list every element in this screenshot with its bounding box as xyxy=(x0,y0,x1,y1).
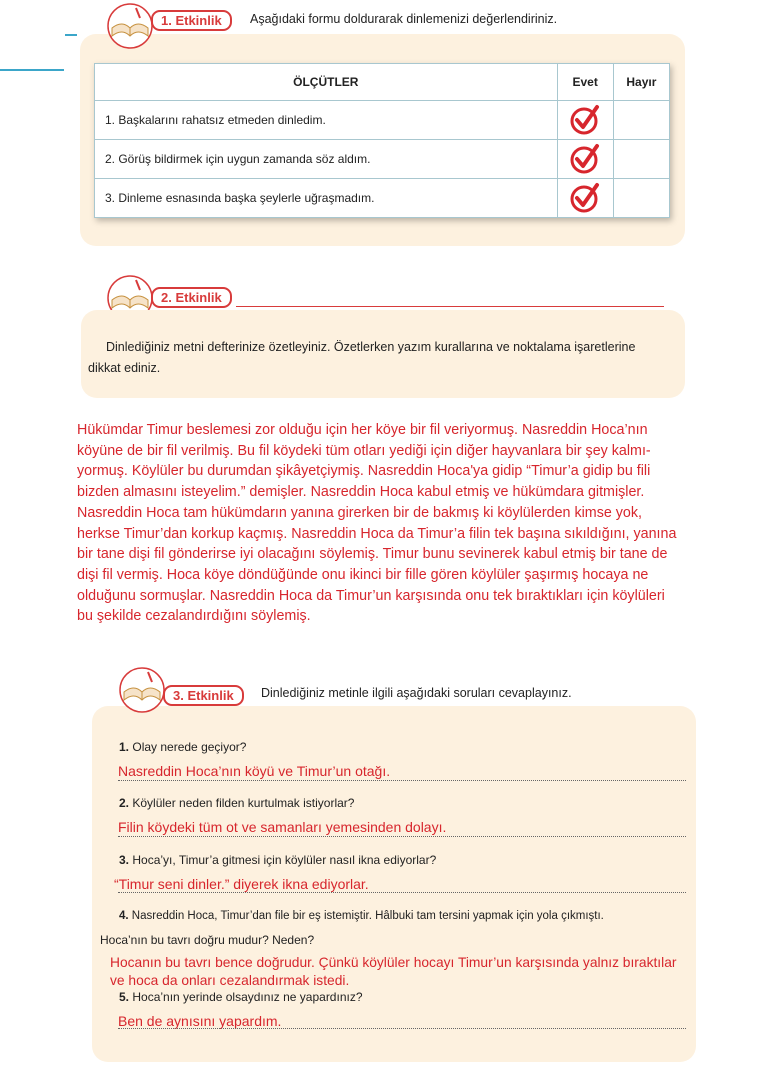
answer-4-line2[interactable]: ve hoca da onları cezalandırmak istedi. xyxy=(110,973,350,988)
question-3 xyxy=(119,853,436,867)
summary-line: bu şekilde cezalandırdığını söylemiş. xyxy=(77,608,311,625)
question-number: 4. xyxy=(119,910,129,922)
answer-line xyxy=(118,1028,686,1029)
question-1 xyxy=(119,740,246,754)
open-book-icon xyxy=(112,664,170,714)
question-2 xyxy=(119,796,354,810)
answer-2[interactable]: Filin köydeki tüm ot ve samanları yemesinden dolayı. xyxy=(118,819,447,835)
summary-line: Nasreddin Hoca tam hükümdarın yanına girerken bir de bakmış ki köylülerden kimse yok, xyxy=(77,504,642,521)
answer-line xyxy=(118,836,686,837)
evet-cell[interactable] xyxy=(557,101,613,140)
activity2-badge: 2. Etkinlik xyxy=(151,287,232,308)
hayir-cell[interactable] xyxy=(613,101,669,140)
summary-line: bizden almasını isteyelim.” demişler. Nasreddin Hoca kabul etmiş ve hükümdara gitmişler. xyxy=(77,484,645,501)
summary-line: yormuş. Köylüler bu durumdan şikâyetçiymiş. Nasreddin Hoca'ya gidip “Timur’a gidip bu fili xyxy=(77,463,651,480)
margin-mark xyxy=(0,69,64,71)
question-number: 2. xyxy=(119,796,130,810)
answer-line xyxy=(118,892,686,893)
margin-mark-top xyxy=(65,34,77,36)
answer-3[interactable]: “Timur seni dinler.” diyerek ikna ediyorlar. xyxy=(114,876,369,892)
answer-line xyxy=(118,780,686,781)
question-text: Nasreddin Hoca, Timur’dan file bir eş istemiştir. Hâlbuki tam tersini yapmak için yola çıkmıştı. xyxy=(131,910,604,922)
criterion-cell: 1. Başkalarını rahatsız etmeden dinledim. xyxy=(95,101,558,140)
hayir-cell[interactable] xyxy=(613,140,669,179)
question-number: 1. xyxy=(119,740,130,754)
question-text: Köylüler neden filden kurtulmak istiyorlar? xyxy=(132,796,355,810)
header-criteria: ÖLÇÜTLER xyxy=(95,64,558,101)
instruction-line: dikkat ediniz. xyxy=(88,361,161,375)
criteria-table xyxy=(94,63,670,218)
hayir-cell[interactable] xyxy=(613,179,669,218)
answer-1[interactable]: Nasreddin Hoca’nın köyü ve Timur’un otağı. xyxy=(118,763,391,779)
activity3-instruction: Dinlediğiniz metinle ilgili aşağıdaki soruları cevaplayınız. xyxy=(261,686,572,700)
answer-4[interactable]: Hocanın bu tavrı bence doğrudur. Çünkü köylüler hocayı Timur’un karşısında yalnız bıraktılar xyxy=(110,955,677,970)
activity3-badge: 3. Etkinlik xyxy=(163,685,244,706)
table-row xyxy=(95,179,670,218)
header-evet: Evet xyxy=(557,64,613,101)
open-book-icon xyxy=(100,0,158,50)
checkmark-icon xyxy=(568,103,602,137)
summary-line: Hükümdar Timur beslemesi zor olduğu için her köye bir fil veriyormuş. Nasreddin Hoca’nın xyxy=(77,422,648,438)
summary-line: dişi fil vermiş. Hoca köye döndüğünde onu ikinci bir fille gören köylüler şaşırmış hocaya ne xyxy=(77,566,649,583)
question-4-line2: Hoca’nın bu tavrı doğru mudur? Neden? xyxy=(100,933,315,947)
activity1-badge: 1. Etkinlik xyxy=(151,10,232,31)
summary-answer xyxy=(77,420,767,627)
question-number: 3. xyxy=(119,853,130,867)
answer-5[interactable]: Ben de aynısını yapardım. xyxy=(118,1013,282,1029)
instruction-line: Dinlediğiniz metni defterinize özetleyiniz. Özetlerken yazım kurallarına ve noktalama işaretlerine xyxy=(106,340,636,354)
question-text: Olay nerede geçiyor? xyxy=(132,740,247,754)
question-text: Hoca’yı, Timur’a gitmesi için köylüler nasıl ikna ediyorlar? xyxy=(132,853,437,867)
evet-cell[interactable] xyxy=(557,179,613,218)
criterion-cell: 2. Görüş bildirmek için uygun zamanda söz aldım. xyxy=(95,140,558,179)
summary-line: herkse Timur’dan korkup kaçmış. Nasreddin Hoca da Timur’a filin tek başına sıkıldığını, yanına xyxy=(77,525,677,542)
question-4 xyxy=(119,910,604,922)
table-row xyxy=(95,101,670,140)
summary-line: olduğunu sormuşlar. Nasreddin Hoca da Timur’un karşısında onu tek bıraktıkları için köylüleri xyxy=(77,587,665,604)
question-5 xyxy=(119,990,363,1004)
checkmark-icon xyxy=(568,142,602,176)
table-row xyxy=(95,140,670,179)
evet-cell[interactable] xyxy=(557,140,613,179)
summary-line: bir tane dişi fil gönderirse iyi olacağını söylemiş. Timur bunu sevinerek kabul etmiş bir tane de xyxy=(77,546,668,563)
activity1-instruction: Aşağıdaki formu doldurarak dinlemenizi değerlendiriniz. xyxy=(250,12,558,26)
question-text: Hoca’nın yerinde olsaydınız ne yapardınız? xyxy=(132,990,363,1004)
activity2-rule xyxy=(236,306,664,307)
header-hayir: Hayır xyxy=(613,64,669,101)
activity2-instruction xyxy=(88,337,683,379)
table-header-row xyxy=(95,64,670,101)
checkmark-icon xyxy=(568,181,602,215)
question-number: 5. xyxy=(119,990,130,1004)
summary-line: köyüne de bir fil verilmiş. Bu fil köydeki tüm otları yediği için diğer hayvanlara bir şey kalmı- xyxy=(77,442,651,459)
criterion-cell: 3. Dinleme esnasında başka şeylerle uğraşmadım. xyxy=(95,179,558,218)
